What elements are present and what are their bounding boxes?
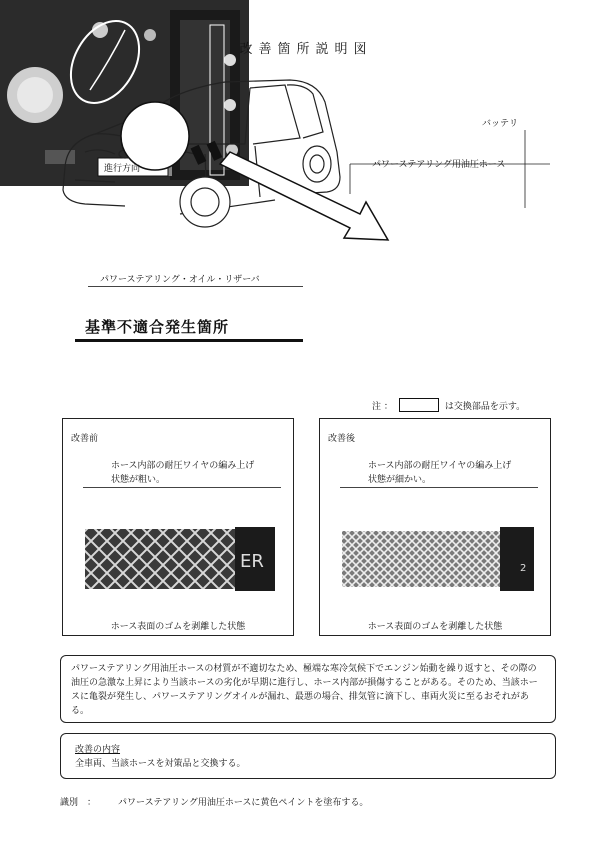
identification-text: パワーステアリング用油圧ホースに黄色ペイントを塗布する。 — [118, 798, 369, 808]
improvement-text: 全車両、当該ホースを対策品と交換する。 — [75, 759, 246, 769]
before-desc-line1: ホース内部の耐圧ワイヤの編み上げ — [111, 461, 255, 471]
before-caption: ホース表面のゴムを剥離した状態 — [110, 622, 246, 632]
heading-underline — [75, 339, 303, 342]
after-title: 改善後 — [328, 434, 356, 444]
after-desc-line1: ホース内部の耐圧ワイヤの編み上げ — [368, 461, 512, 471]
battery-label: バッテリ — [482, 119, 519, 129]
highlight-circle — [121, 102, 189, 170]
defect-description-box — [60, 655, 556, 723]
identification — [60, 795, 368, 808]
after-desc-line2: 状態が細かい。 — [368, 475, 432, 485]
legend-note — [372, 398, 525, 412]
after-caption: ホース表面のゴムを剥離した状態 — [367, 622, 503, 632]
direction-label: 進行方向 — [104, 164, 141, 174]
hose-after-photo — [332, 509, 538, 609]
sleeve-text-before: ER — [240, 551, 264, 572]
hose-label: パワーステアリング用油圧ホース — [372, 160, 506, 170]
reservoir-callout-line — [88, 286, 303, 287]
nonconformity-heading: 基準不適合発生箇所 — [85, 318, 230, 336]
before-desc-line2: 状態が粗い。 — [111, 475, 166, 485]
after-panel — [319, 418, 551, 636]
defect-description: パワーステアリング用油圧ホースの材質が不適切なため、極端な寒冷気候下でエンジン始動を繰り返すと、その際の油圧の急激な上昇により当該ホースの劣化が早期に進行し、ホース内部が損傷することがある。そのため、当該ホースに亀裂が発生し、パワーステアリングオイルが漏れ、最悪の場合、排気管に滴下し、車両火災に至るおそれがある。 — [71, 664, 538, 716]
before-panel — [62, 418, 294, 636]
improvement-box — [60, 733, 556, 779]
improvement-heading: 改善の内容 — [75, 745, 121, 755]
note-suffix: は交換部品を示す。 — [444, 401, 526, 412]
identification-label: 識別 ： — [60, 798, 97, 808]
legend-box — [399, 398, 439, 412]
reservoir-label: パワーステアリング・オイル・リザーバ — [100, 275, 260, 285]
page-title: 改善箇所説明図 — [239, 42, 373, 57]
sleeve-text-after: 2 — [520, 563, 527, 574]
note-prefix: 注 ： — [372, 401, 393, 412]
callout-lines — [300, 118, 560, 308]
before-title: 改善前 — [71, 434, 99, 444]
hose-before-photo — [75, 509, 281, 609]
